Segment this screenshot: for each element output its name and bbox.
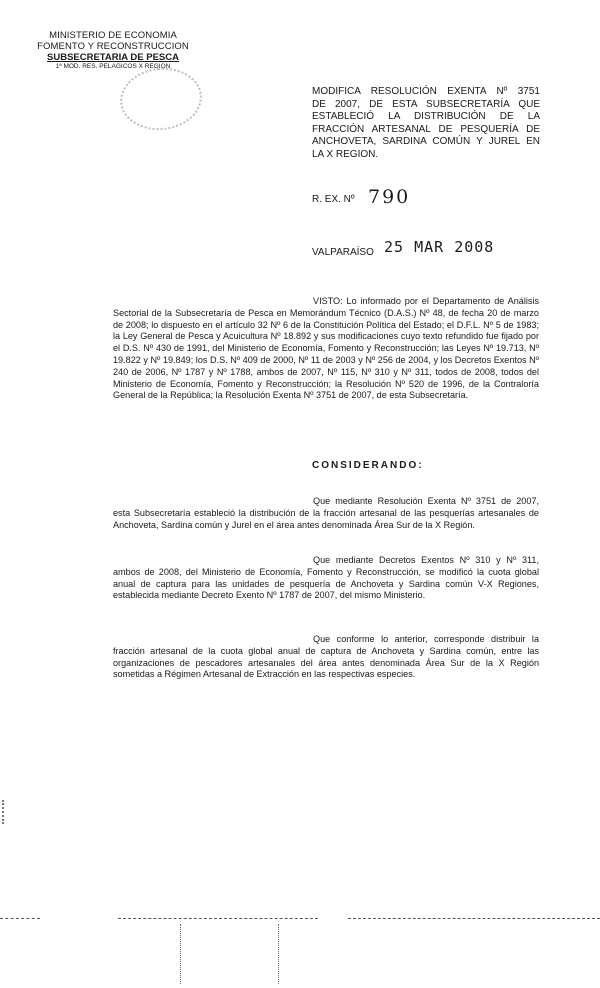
- title-line: DE 2007, DE ESTA SUBSECRETARÍA QUE: [312, 98, 540, 110]
- resolution-label: R. EX. Nº: [312, 194, 355, 205]
- considerando-paragraph: [113, 634, 539, 681]
- letterhead: [28, 30, 198, 71]
- date-stamp: 25 MAR 2008: [384, 238, 495, 256]
- title-line: FRACCIÓN ARTESANAL DE PESQUERÍA DE: [312, 123, 540, 135]
- office-stamp: [117, 64, 205, 134]
- title-line: MODIFICA RESOLUCIÓN EXENTA Nº 3751: [312, 86, 540, 97]
- paragraph-text: Que mediante Decretos Exentos Nº 310 y Nº 311, ambos de 2008, del Ministerio de Economía, Fomento y Reconstrucción, se modificó la cuota global anual de captura para las unidades de pesquería de Anchoveta y Sardina común V-X Regiones, establecida mediante Decreto Exento Nº 1787 de 2007, del mismo Ministerio.: [113, 555, 539, 601]
- title-line: ANCHOVETA, SARDINA COMÚN Y JUREL EN: [312, 136, 540, 147]
- resolution-number: 790: [368, 186, 411, 208]
- footer-rule: [348, 918, 600, 919]
- considerando-heading: CONSIDERANDO:: [312, 460, 424, 471]
- paragraph-text: Que conforme lo anterior, corresponde distribuir la fracción artesanal de la cuota global anual de captura de Anchoveta y Sardina común, entre las organizaciones de pescadores artesanales del área antes denominada Área Sur de la X Región sometidas a Régimen Artesanal de Extracción en las respectivas especies.: [113, 634, 539, 680]
- title-line: LA X REGION.: [312, 148, 379, 160]
- resolution-title: [312, 86, 540, 161]
- paragraph-text: Que mediante Resolución Exenta Nº 3751 de 2007, esta Subsecretaría estableció la distribución de la fracción artesanal de las pesquerías artesanales de Anchoveta, Sardina común y Jurel en el área antes denominada Área Sur de la X Región.: [113, 496, 539, 530]
- visto-text: Lo informado por el Departamento de Análisis Sectorial de la Subsecretaría de Pesca en Memorándum Técnico (D.A.S.) Nº 48, de fecha 20 de marzo de 2008; lo dispuesto en el artículo 32 Nº 6 de la Constitución Política del Estado; el D.F.L. Nº 5 de 1983; la Ley General de Pesca y Acuicultura Nº 18.892 y sus modificaciones cuyo texto refundido fue fijado por el D.S. Nº 430 de 1991, del Ministerio de Economía, Fomento y Reconstrucción; las Leyes Nº 19.713, Nº 19.822 y Nº 19.849; los D.S. Nº 409 de 2000, Nº 11 de 2003 y Nº 256 de 2004, y los Decretos Exentos Nº 240 de 2006, Nº 1787 y Nº 1788, ambos de 2007, Nº 115, Nº 310 y Nº 311, todos de 2008, todos del Ministerio de Economía, Fomento y Reconstrucción; la Resolución Nº 520 de 1996, de la Contraloría General de la República; la Resolución Exenta Nº 3751 de 2007, de esta Subsecretaría.: [113, 296, 539, 401]
- footer-rule: [0, 918, 40, 919]
- subsecretaria-name: SUBSECRETARIA DE PESCA: [47, 52, 179, 63]
- title-line: ESTABLECIÓ LA DISTRIBUCIÓN DE LA: [312, 111, 540, 122]
- visto-paragraph: [113, 296, 539, 402]
- reference-code: 1ª MOD. RES. PELAGICOS X REGION: [55, 63, 171, 70]
- footer-rule: [118, 918, 318, 919]
- considerando-paragraph: [113, 496, 539, 531]
- city-label: VALPARAÍSO: [312, 247, 374, 258]
- ministry-name-2: FOMENTO Y RECONSTRUCCION: [37, 41, 189, 52]
- footer-divider: [278, 924, 279, 984]
- margin-mark: [2, 800, 4, 824]
- considerando-paragraph: [113, 555, 539, 602]
- footer-divider: [180, 924, 181, 984]
- visto-lead: VISTO:: [313, 296, 343, 306]
- ministry-name: MINISTERIO DE ECONOMIA: [49, 30, 177, 41]
